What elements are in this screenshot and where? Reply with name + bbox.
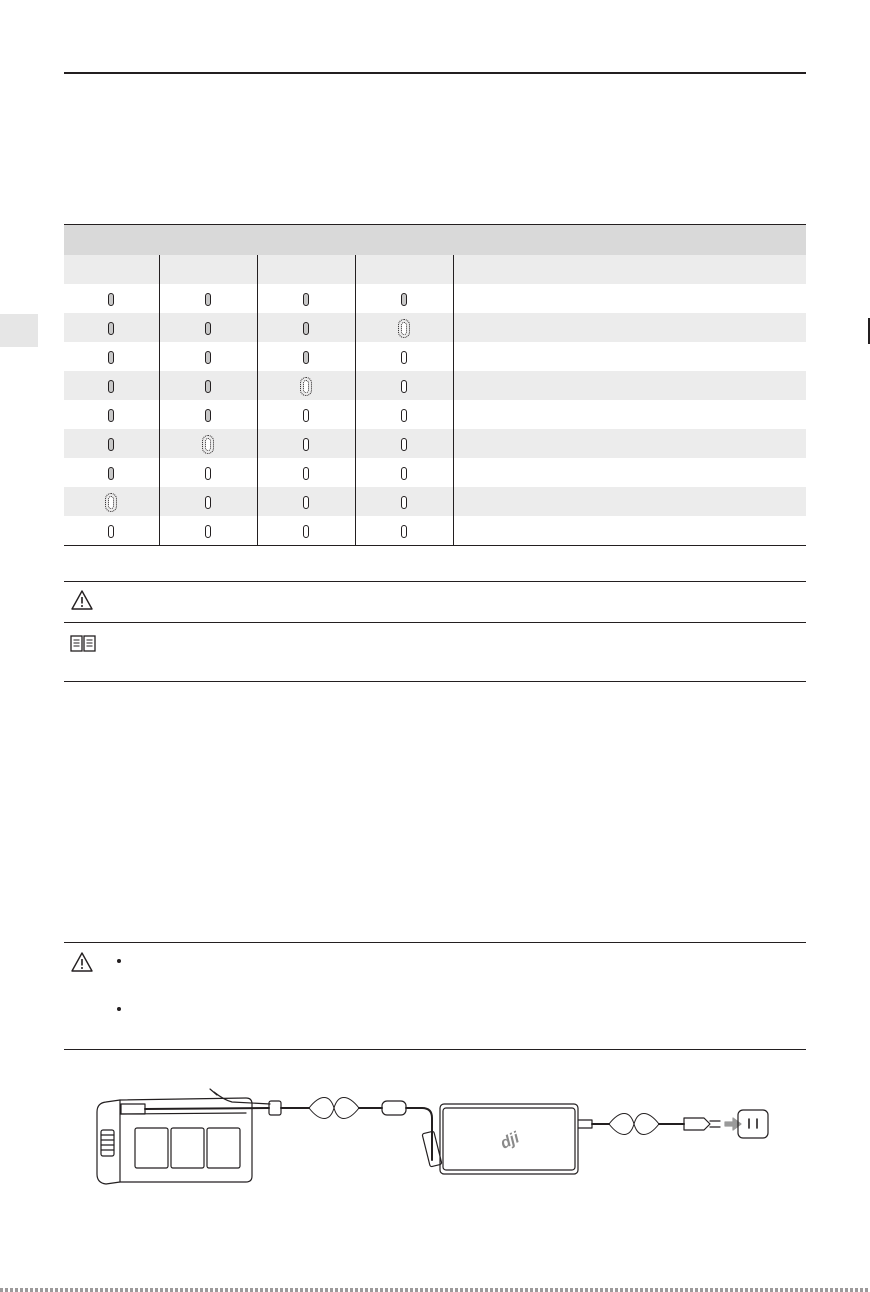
led-cell — [64, 487, 159, 516]
table-row — [64, 342, 806, 371]
led-cell — [64, 516, 159, 546]
battery-level-cell — [453, 371, 806, 400]
led-off-icon — [303, 496, 309, 509]
led-on-icon — [303, 322, 309, 335]
led-cell — [355, 342, 453, 371]
led-cell — [257, 458, 355, 487]
chapter-tab — [0, 314, 38, 347]
led-off-icon — [401, 525, 407, 538]
led-cell — [159, 284, 257, 313]
battery-level-cell — [453, 342, 806, 371]
warning-note — [64, 582, 806, 622]
led-off-icon — [205, 525, 211, 538]
charging-diagram — [64, 1080, 806, 1200]
led-on-icon — [108, 380, 114, 393]
led-cell — [159, 516, 257, 546]
charging-warning-note — [64, 943, 806, 1049]
led-off-icon — [303, 438, 309, 451]
header-battery-level — [453, 255, 806, 284]
battery-level-cell — [453, 487, 806, 516]
power-adapter — [440, 1104, 609, 1174]
led-off-icon — [401, 351, 407, 364]
led-on-icon — [205, 293, 211, 306]
led-off-icon — [401, 409, 407, 422]
led-off-icon — [401, 496, 407, 509]
bullet-point — [117, 959, 121, 963]
led-off-icon — [303, 525, 309, 538]
dji-logo: dji — [497, 1129, 523, 1153]
led-blink-icon — [205, 438, 211, 451]
table-header-row — [64, 255, 806, 284]
battery-level-cell — [453, 400, 806, 429]
led-cell — [355, 371, 453, 400]
battery-level-cell — [453, 429, 806, 458]
led-cell — [159, 313, 257, 342]
led-cell — [159, 458, 257, 487]
table-row — [64, 487, 806, 516]
led-off-icon — [401, 438, 407, 451]
led-cell — [159, 342, 257, 371]
led-cell — [64, 313, 159, 342]
battery-level-cell — [453, 516, 806, 546]
led-on-icon — [303, 351, 309, 364]
table-row — [64, 458, 806, 487]
led-cell — [159, 400, 257, 429]
led-on-icon — [401, 293, 407, 306]
led-cell — [159, 371, 257, 400]
led-on-icon — [108, 467, 114, 480]
led-on-icon — [205, 351, 211, 364]
led-cell — [64, 342, 159, 371]
warning-icon — [70, 589, 94, 611]
led-off-icon — [303, 409, 309, 422]
tips-book-icon — [70, 635, 96, 653]
battery-level-table — [64, 224, 806, 546]
led-cell — [159, 487, 257, 516]
led-on-icon — [108, 438, 114, 451]
led-off-icon — [401, 380, 407, 393]
led-cell — [355, 284, 453, 313]
led-off-icon — [205, 496, 211, 509]
led-cell — [64, 458, 159, 487]
led-on-icon — [205, 322, 211, 335]
led-on-icon — [205, 409, 211, 422]
table-row — [64, 371, 806, 400]
battery-level-cell — [453, 313, 806, 342]
power-outlet — [738, 1110, 768, 1138]
header-led3 — [257, 255, 355, 284]
intelligent-flight-battery — [97, 1098, 252, 1184]
led-on-icon — [205, 380, 211, 393]
table-title-row — [64, 225, 806, 256]
led-cell — [257, 284, 355, 313]
led-cell — [355, 487, 453, 516]
led-cell — [355, 429, 453, 458]
warning2-rule-bottom — [64, 1049, 806, 1050]
led-cell — [159, 429, 257, 458]
note-rule-bottom — [64, 681, 806, 682]
led-cell — [64, 400, 159, 429]
led-cell — [355, 313, 453, 342]
led-cell — [355, 458, 453, 487]
led-on-icon — [108, 351, 114, 364]
battery-level-cell — [453, 284, 806, 313]
battery-level-cell — [453, 458, 806, 487]
header-led2 — [159, 255, 257, 284]
table-title — [64, 225, 806, 256]
led-cell — [257, 429, 355, 458]
led-on-icon — [108, 293, 114, 306]
header-led4 — [355, 255, 453, 284]
led-cell — [64, 284, 159, 313]
tip-note — [64, 623, 806, 681]
table-row — [64, 429, 806, 458]
led-blink-icon — [303, 380, 309, 393]
table-row — [64, 516, 806, 546]
led-off-icon — [108, 525, 114, 538]
header-led1 — [64, 255, 159, 284]
led-cell — [355, 400, 453, 429]
page-bottom-edge — [0, 1288, 870, 1292]
led-cell — [257, 342, 355, 371]
led-on-icon — [108, 322, 114, 335]
bullet-point — [117, 1007, 121, 1011]
led-off-icon — [303, 467, 309, 480]
led-blink-icon — [401, 322, 407, 335]
led-cell — [257, 313, 355, 342]
led-blink-icon — [108, 496, 114, 509]
led-on-icon — [108, 409, 114, 422]
led-cell — [64, 429, 159, 458]
table-row — [64, 284, 806, 313]
led-off-icon — [401, 467, 407, 480]
led-cell — [257, 371, 355, 400]
led-cell — [257, 400, 355, 429]
led-off-icon — [205, 467, 211, 480]
led-cell — [257, 487, 355, 516]
led-on-icon — [303, 293, 309, 306]
led-cell — [257, 516, 355, 546]
led-cell — [64, 371, 159, 400]
table-row — [64, 313, 806, 342]
table-row — [64, 400, 806, 429]
warning-icon — [70, 951, 94, 973]
led-cell — [355, 516, 453, 546]
header-rule — [64, 72, 806, 74]
